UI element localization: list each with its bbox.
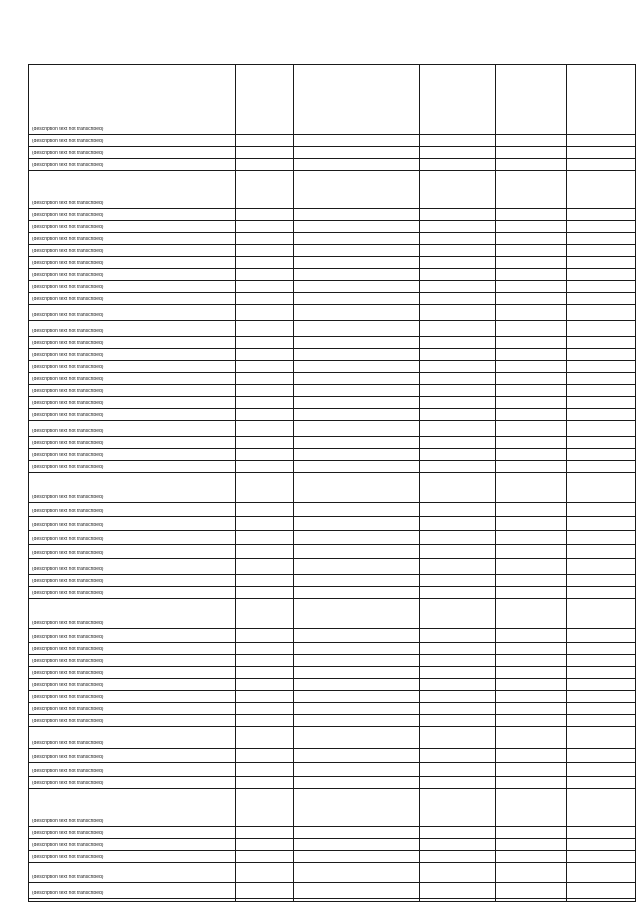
row-description: (description text not transcribed): [32, 389, 104, 395]
row-description: (description text not transcribed): [32, 683, 104, 689]
table-row: [29, 789, 635, 827]
row-description: (description text not transcribed): [32, 401, 104, 407]
table-row: [29, 409, 635, 421]
table-row: [29, 305, 635, 321]
table-row: [29, 643, 635, 655]
table-row: [29, 473, 635, 503]
table-row: [29, 385, 635, 397]
table-row: [29, 245, 635, 257]
table-row: [29, 749, 635, 763]
table-row: [29, 171, 635, 209]
table-row: [29, 863, 635, 883]
table-row: [29, 827, 635, 839]
table-row: [29, 257, 635, 269]
row-description: (description text not transcribed): [32, 659, 104, 665]
row-description: (description text not transcribed): [32, 621, 104, 627]
row-description: (description text not transcribed): [32, 201, 104, 207]
table-row: [29, 421, 635, 437]
table-row: [29, 715, 635, 727]
table-row: [29, 337, 635, 349]
row-description: (description text not transcribed): [32, 647, 104, 653]
row-description: (description text not transcribed): [32, 523, 104, 529]
row-description: (description text not transcribed): [32, 297, 104, 303]
table-row: [29, 575, 635, 587]
row-description: (description text not transcribed): [32, 429, 104, 435]
row-description: (description text not transcribed): [32, 273, 104, 279]
table-row: [29, 209, 635, 221]
table-row: [29, 559, 635, 575]
row-description: (description text not transcribed): [32, 707, 104, 713]
table-row: [29, 587, 635, 599]
row-description: (description text not transcribed): [32, 151, 104, 157]
row-description: (description text not transcribed): [32, 453, 104, 459]
row-description: (description text not transcribed): [32, 755, 104, 761]
row-description: (description text not transcribed): [32, 635, 104, 641]
row-description: (description text not transcribed): [32, 465, 104, 471]
table-row: [29, 777, 635, 789]
row-description: (description text not transcribed): [32, 365, 104, 371]
table-row: [29, 655, 635, 667]
row-description: (description text not transcribed): [32, 875, 104, 881]
table-row: [29, 349, 635, 361]
table-row: [29, 437, 635, 449]
table-row: [29, 679, 635, 691]
row-description: (description text not transcribed): [32, 213, 104, 219]
table-row: [29, 517, 635, 531]
table-row: [29, 221, 635, 233]
table-row: [29, 159, 635, 171]
row-description: (description text not transcribed): [32, 127, 104, 133]
row-description: (description text not transcribed): [32, 249, 104, 255]
row-description: (description text not transcribed): [32, 769, 104, 775]
table-row: [29, 233, 635, 245]
budget-table: [28, 64, 636, 902]
table-row: [29, 461, 635, 473]
row-description: (description text not transcribed): [32, 671, 104, 677]
table-row: [29, 839, 635, 851]
table-row: [29, 599, 635, 629]
row-description: (description text not transcribed): [32, 413, 104, 419]
table-row: [29, 851, 635, 863]
row-description: (description text not transcribed): [32, 741, 104, 747]
table-row: [29, 269, 635, 281]
table-row: [29, 293, 635, 305]
row-description: (description text not transcribed): [32, 377, 104, 383]
row-description: (description text not transcribed): [32, 567, 104, 573]
table-row: [29, 503, 635, 517]
row-description: (description text not transcribed): [32, 261, 104, 267]
table-row: [29, 135, 635, 147]
table-row: [29, 545, 635, 559]
row-description: (description text not transcribed): [32, 139, 104, 145]
table-row: [29, 321, 635, 337]
row-description: (description text not transcribed): [32, 237, 104, 243]
row-description: (description text not transcribed): [32, 781, 104, 787]
table-row: [29, 147, 635, 159]
row-description: (description text not transcribed): [32, 579, 104, 585]
row-description: (description text not transcribed): [32, 285, 104, 291]
table-row: [29, 373, 635, 385]
row-description: (description text not transcribed): [32, 353, 104, 359]
row-description: (description text not transcribed): [32, 695, 104, 701]
row-description: (description text not transcribed): [32, 537, 104, 543]
table-row: [29, 449, 635, 461]
table-row: [29, 629, 635, 643]
row-description: (description text not transcribed): [32, 163, 104, 169]
table-row: [29, 703, 635, 715]
row-description: (description text not transcribed): [32, 441, 104, 447]
row-description: (description text not transcribed): [32, 719, 104, 725]
row-description: (description text not transcribed): [32, 509, 104, 515]
row-description: (description text not transcribed): [32, 819, 104, 825]
row-description: (description text not transcribed): [32, 313, 104, 319]
row-description: (description text not transcribed): [32, 495, 104, 501]
table-row: [29, 691, 635, 703]
row-description: (description text not transcribed): [32, 551, 104, 557]
table-row: [29, 281, 635, 293]
row-description: (description text not transcribed): [32, 891, 104, 897]
row-description: (description text not transcribed): [32, 591, 104, 597]
table-row: [29, 397, 635, 409]
table-row: [29, 883, 635, 899]
row-description: (description text not transcribed): [32, 225, 104, 231]
row-description: (description text not transcribed): [32, 843, 104, 849]
table-row: [29, 667, 635, 679]
table-row: [29, 727, 635, 749]
row-description: (description text not transcribed): [32, 855, 104, 861]
row-description: (description text not transcribed): [32, 341, 104, 347]
table-row: [29, 361, 635, 373]
table-row: [29, 531, 635, 545]
table-row: [29, 65, 635, 135]
row-description: (description text not transcribed): [32, 329, 104, 335]
table-row: [29, 763, 635, 777]
table-body: [29, 65, 635, 899]
row-description: (description text not transcribed): [32, 831, 104, 837]
